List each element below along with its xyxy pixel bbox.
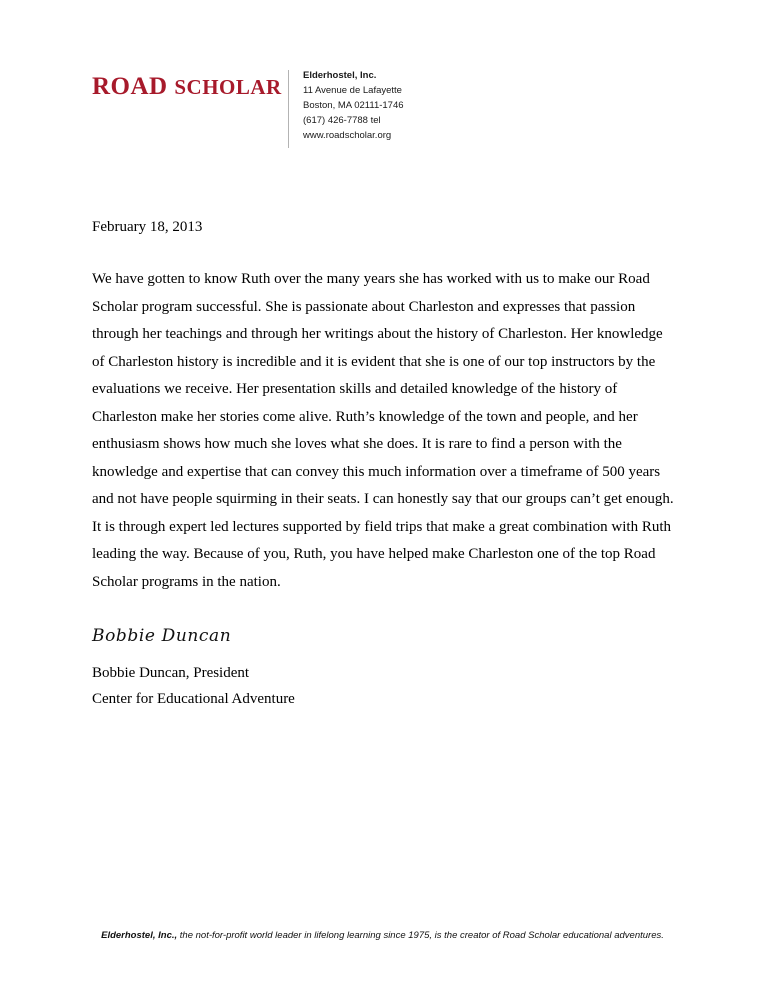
- footer-company-name: Elderhostel, Inc.,: [101, 930, 178, 941]
- letterhead-divider: [288, 70, 289, 148]
- signer-organization: Center for Educational Adventure: [92, 691, 295, 707]
- logo-wordmark: [92, 74, 288, 99]
- logo-word-scholar: SCHOLAR: [174, 75, 282, 99]
- address-phone: (617) 426-7788 tel: [303, 115, 381, 126]
- letter-date: February 18, 2013: [92, 219, 203, 235]
- address-street: 11 Avenue de Lafayette: [303, 85, 402, 96]
- letter-body-paragraph: We have gotten to know Ruth over the many years she has worked with us to make our Road Scholar program successful. She is passionate about Charleston and expresses that passion through her teachings and through her writings about the history of Charleston. Her knowledge of Charleston history is incredible and it is evident that she is one of our top instructors by the evaluations we receive. Her presentation skills and detailed knowledge of the history of Charleston make her stories come alive. Ruth’s knowledge of the town and people, and her enthusiasm shows how much she loves what she does. It is rare to find a person with the knowledge and expertise that can convey this much information over a timeframe of 500 years and not have people squirming in their seats. I can honestly say that our groups can’t get enough. It is through expert led lectures supported by field trips that make a great combination with Ruth leading the way. Because of you, Ruth, you have helped make Charleston one of the top Road Scholar programs in the nation.: [92, 271, 674, 590]
- letterhead: [92, 68, 404, 148]
- signer-name-title: Bobbie Duncan, President: [92, 665, 250, 681]
- road-scholar-logo: [92, 68, 288, 99]
- page-footer: [0, 930, 765, 941]
- signature-block: [92, 660, 295, 712]
- handwritten-signature: Bobbie Duncan: [92, 626, 232, 646]
- address-block: [303, 68, 404, 143]
- footer-tagline: the not-for-profit world leader in lifelong learning since 1975, is the creator of Road Scholar educational adventures.: [177, 930, 664, 941]
- address-company: Elderhostel, Inc.: [303, 70, 377, 81]
- address-city-state-zip: Boston, MA 02111-1746: [303, 100, 404, 111]
- logo-word-road: ROAD: [92, 73, 168, 100]
- address-website: www.roadscholar.org: [303, 130, 392, 141]
